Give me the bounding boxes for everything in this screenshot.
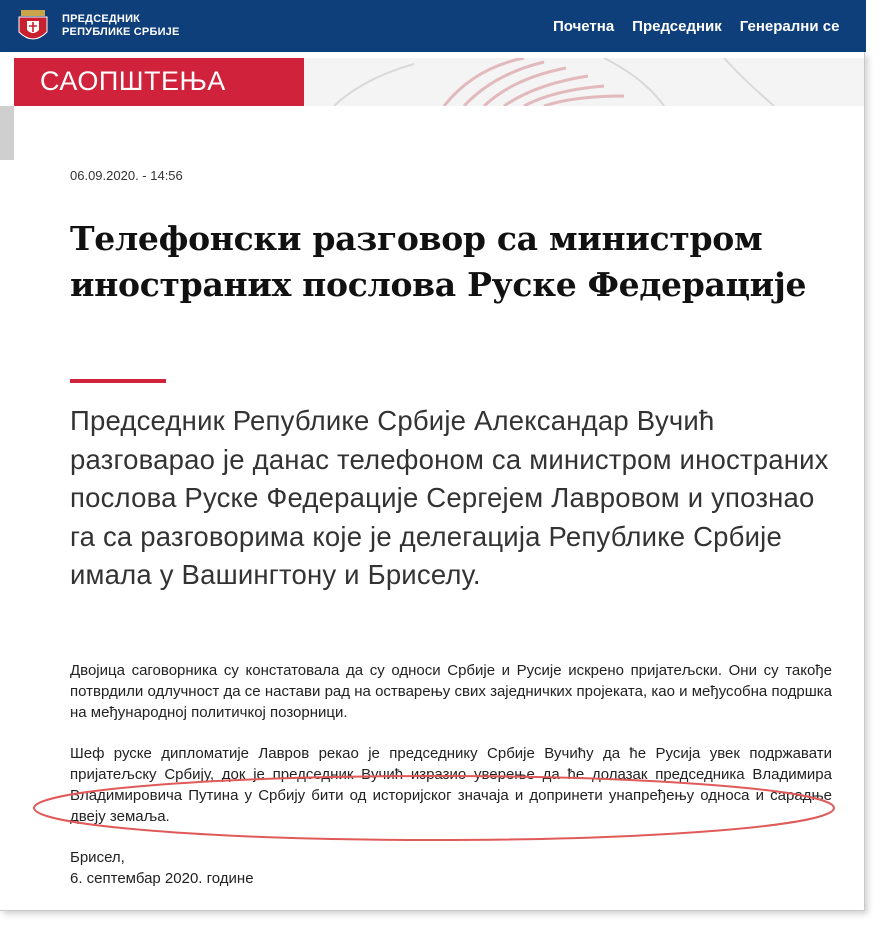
brand-line-1: ПРЕДСЕДНИК	[62, 13, 141, 25]
main-menu	[553, 0, 866, 52]
title-divider	[70, 379, 166, 383]
nav-item-president[interactable]: Председник	[632, 17, 722, 35]
publish-date: 06.09.2020. - 14:56	[70, 168, 183, 183]
nav-item-home[interactable]: Почетна	[553, 17, 615, 35]
article-title: Телефонски разговор са министром иностраних послова Руске Федерације	[70, 219, 807, 304]
banner-title-block	[14, 58, 304, 106]
place-line: Брисел,	[70, 849, 125, 866]
highlight-ellipse-annotation	[30, 772, 850, 844]
page-scroll-strip	[0, 106, 14, 160]
article-signature	[70, 847, 254, 889]
brand-line-2: РЕПУБЛИКЕ СРБИЈЕ	[62, 26, 180, 38]
top-navigation-bar	[0, 0, 866, 52]
section-banner	[14, 58, 864, 106]
nav-item-general-secretariat[interactable]: Генерални се	[739, 17, 840, 35]
section-title: САОПШТЕЊА	[40, 66, 226, 96]
eagle-decoration-icon	[304, 58, 864, 106]
article-paragraph: Шеф руске дипломатије Лавров рекао је председнику Србије Вучићу да ће Русија увек подржавати пријатељску Србију, док је председник Вучић изразио уверење да ће долазак председника Владимира Владимировича Путина у Србију бити од историјског значаја и допринети унапређењу односа и сарадње двеју земаља.	[70, 745, 832, 825]
article-lead: Председник Републике Србије Александар Вучић разговарао је данас телефоном са министром иностраних послова Руске Федерације Сергејем Лавровом и упознао га са разговорима које је делегација Републике Србије имала у Вашингтону и Бриселу.	[70, 405, 829, 590]
serbian-coat-of-arms-icon[interactable]	[14, 6, 52, 46]
article-paragraph: Двојица саговорника су констатовала да су односи Србије и Русије искрено пријатељски. Они су такође потврдили одлучност да се настави рад на остварењу свих заједничких пројеката, као и међусобна подршка на међународној политичкој позорници.	[70, 662, 832, 721]
signature-date: 6. септембар 2020. године	[70, 870, 254, 887]
site-brand[interactable]	[62, 13, 180, 39]
